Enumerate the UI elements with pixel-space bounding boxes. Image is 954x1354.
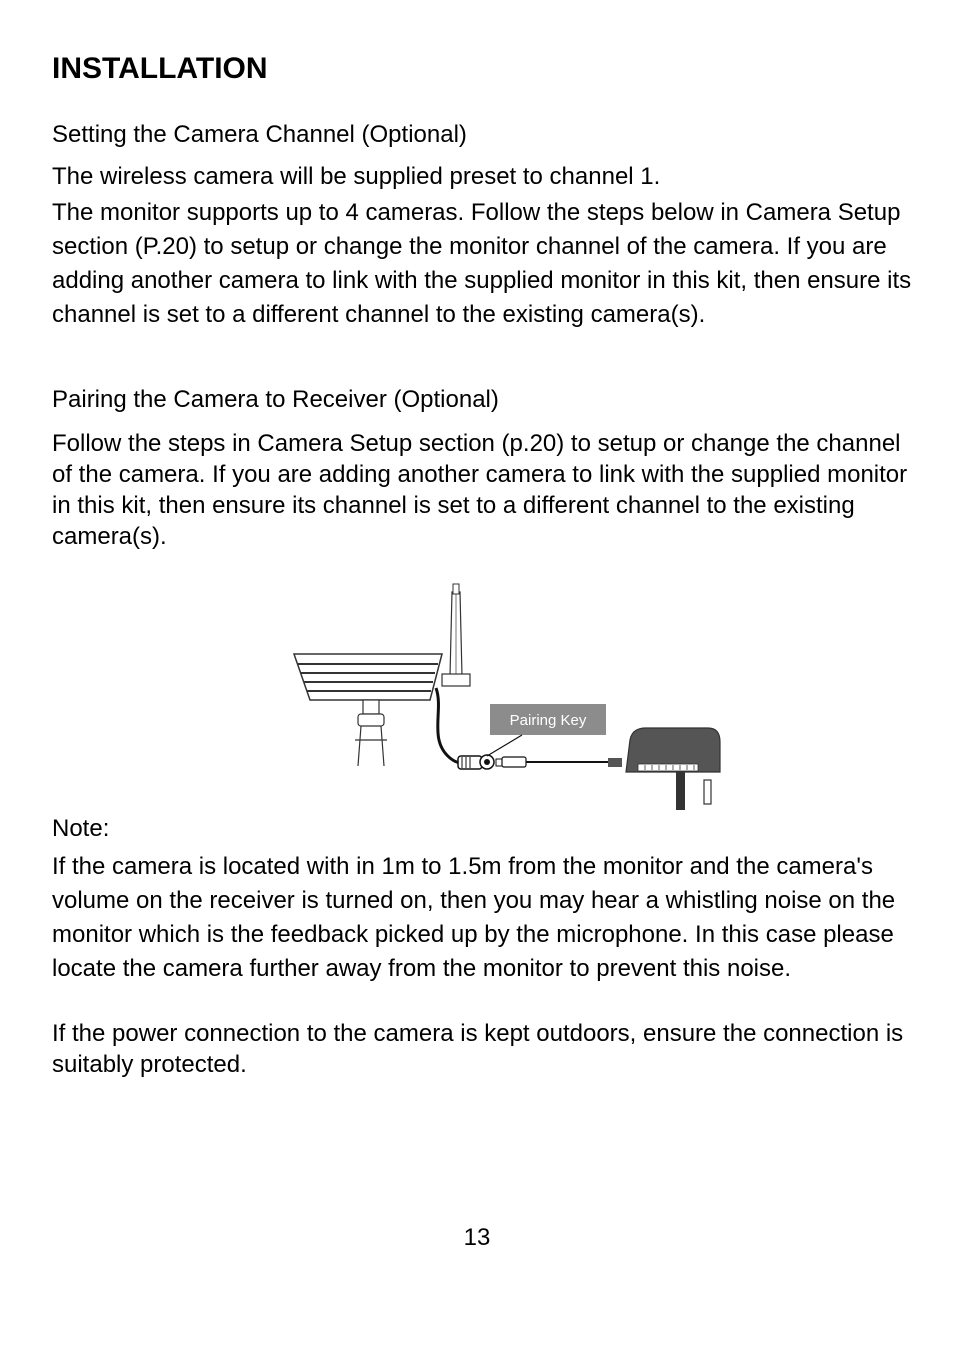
section-title-pairing: Pairing the Camera to Receiver (Optional) <box>52 386 499 413</box>
camera-pairing-illustration <box>290 580 730 815</box>
pairing-key-label: Pairing Key <box>509 712 587 729</box>
paragraph-monitor-support: The monitor supports up to 4 cameras. Follow the steps below in Camera Setup section (P.20) to setup or change the monitor channel of the camera. If you are adding another camera to link with the supplied monitor in this kit, then ensure its channel is set to a different channel to the existing camera(s). <box>52 199 912 328</box>
camera-cable <box>436 688 494 769</box>
camera-mount <box>355 700 387 766</box>
note-paragraph-outdoors: If the power connection to the camera is kept outdoors, ensure the connection is suitably protected. <box>52 1020 904 1078</box>
pairing-key-callout <box>487 704 606 756</box>
camera-body <box>294 654 442 700</box>
note-label: Note: <box>52 815 110 842</box>
camera-antenna <box>442 584 470 686</box>
page-title: INSTALLATION <box>52 52 268 85</box>
page-number: 13 <box>463 1224 491 1251</box>
paragraph-pairing-steps: Follow the steps in Camera Setup section (p.20) to setup or change the channel of the camera. If you are adding another camera to link with the supplied monitor in this kit, then ensure its channel is set to a different channel to the existing camera(s). <box>52 430 908 550</box>
power-adapter <box>626 728 720 810</box>
note-paragraph-whistling: If the camera is located with in 1m to 1.5m from the monitor and the camera's volume on the receiver is turned on, then you may hear a whistling noise on the monitor which is the feedback picked up by the microphone. In this case please locate the camera further away from the monitor to prevent this noise. <box>52 853 896 982</box>
paragraph-preset-channel: The wireless camera will be supplied preset to channel 1. <box>52 163 661 190</box>
section-title-camera-channel: Setting the Camera Channel (Optional) <box>52 121 467 148</box>
power-plug <box>496 757 622 767</box>
